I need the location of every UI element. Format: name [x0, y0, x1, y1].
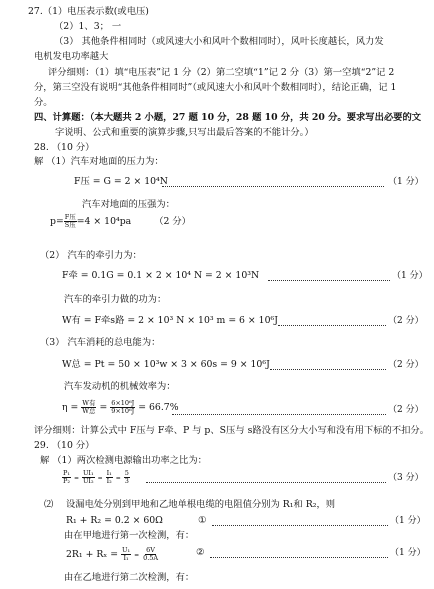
q29-equation-1-score: （1 分） — [390, 516, 426, 526]
ratio-fraction-2-numerator: UI₁ — [82, 469, 94, 477]
ratio-fraction-2-denominator: UI₂ — [82, 477, 94, 485]
equation-2-fraction-1-numerator: U₁ — [122, 546, 131, 554]
pressure-fraction-denominator: S压 — [64, 221, 76, 229]
section-4-heading: 四、计算题：（本大题共 2 小题，27 题 10 分，28 题 10 分，共 20 分。要求写出必要的文 — [34, 112, 422, 123]
ratio-fraction-1-numerator: P₁ — [63, 469, 70, 477]
leader-dots — [268, 280, 390, 281]
q28-part3-intro: （3） 汽车消耗的总电能为： — [40, 337, 161, 348]
pressure-fraction — [64, 214, 77, 229]
equals-sign: = — [115, 475, 121, 482]
ratio-fraction-3 — [106, 470, 113, 485]
q29-equation-2-score: （1 分） — [390, 548, 426, 558]
leader-dots — [146, 482, 386, 483]
leader-dots — [172, 414, 386, 415]
q29-equation-1-tag: ① — [198, 515, 207, 526]
q27-line-2: （2）1、3； 一 — [54, 21, 122, 32]
q27-line-4: 电机发电功率越大 — [34, 51, 109, 62]
q29-part2-setup: 设漏电处分别到甲地和乙地单根电缆的电阻值分别为 R₁和 R₂，则 — [66, 499, 336, 510]
equation-2-fraction-2-denominator: 0.5A — [143, 554, 159, 562]
ratio-fraction-4-denominator: 3 — [124, 477, 129, 485]
q28-pressure-equation — [50, 214, 191, 229]
leader-dots — [278, 325, 386, 326]
leader-dots — [162, 186, 384, 187]
q29-equation-1: R₁ + R₂ = 0.2 × 60Ω — [66, 515, 163, 526]
q27-scoring-line-1: 评分细则：（1）填“电压表”记 1 分（2）第二空填“1”记 2 分（3）第一空填“2”记 2 — [48, 67, 395, 78]
q29-part1-intro: 解 （1）两次检测电源输出功率之比为： — [40, 455, 207, 466]
q29-first-test-label: 由在甲地进行第一次检测，有： — [64, 530, 195, 541]
q29-equation-2 — [66, 547, 159, 562]
equation-2-fraction-2 — [142, 547, 159, 562]
q28-pressure-score: （2 分） — [154, 216, 191, 227]
equals-sign: = — [99, 402, 108, 413]
q28-force-score: （1 分） — [388, 177, 424, 187]
q28-efficiency-label: 汽车发动机的机械效率为： — [64, 381, 176, 392]
q28-energy-equation: W总 = Pt = 50 × 10³w × 3 × 60s = 9 × 10⁶J — [62, 359, 270, 370]
q28-traction-equation: F牵 = 0.1G = 0.1 × 2 × 10⁴ N = 2 × 10³N — [62, 270, 260, 281]
pressure-symbol: p= — [50, 216, 64, 227]
q28-traction-score: （1 分） — [392, 271, 428, 281]
ratio-fraction-4-numerator: 5 — [124, 469, 129, 477]
equals-sign: = — [73, 475, 79, 482]
q29-header: 29. （10 分） — [34, 440, 95, 451]
q29-second-test-label: 由在乙地进行第二次检测，有： — [64, 572, 195, 583]
q28-force-equation: F压 = G = 2 × 10⁴N — [74, 176, 168, 187]
leader-dots — [212, 525, 388, 526]
ratio-fraction-3-numerator: I₁ — [106, 469, 112, 477]
q28-scoring-rule: 评分细则：计算公式中 F压与 F牵、P 与 p、S压与 s路没有区分大小写和没有用下标的不扣分。 — [34, 425, 430, 436]
q27-scoring-line-2: 分，第三空没有说明“其他条件相同时”（或风速大小和风叶个数相同时），结论正确，记 1 — [34, 82, 397, 93]
q28-work-score: （2 分） — [388, 316, 424, 326]
q28-efficiency-score: （2 分） — [388, 405, 424, 415]
equation-2-fraction-1 — [121, 547, 131, 562]
pressure-fraction-numerator: F压 — [64, 213, 76, 221]
q27-scoring-line-3: 分。 — [34, 97, 53, 108]
equals-sign: = — [134, 552, 140, 559]
q28-work-label: 汽车的牵引力做的功为： — [64, 294, 167, 305]
q28-pressure-label: 汽车对地面的压强为： — [82, 199, 175, 210]
ratio-fraction-3-denominator: I₂ — [106, 477, 112, 485]
efficiency-fraction-2-denominator: 9×10⁶J — [111, 407, 135, 415]
q29-ratio-score: （3 分） — [388, 473, 424, 483]
efficiency-fraction-1 — [81, 400, 96, 415]
ratio-fraction-2 — [82, 470, 95, 485]
ratio-fraction-4 — [124, 470, 130, 485]
q29-power-ratio-equation — [62, 470, 130, 485]
equation-2-lhs: 2R₁ + Rₓ = — [66, 549, 119, 560]
q27-line-3: （3） 其他条件相同时（或风速大小和风叶个数相同时），风叶长度越长，风力发 — [54, 36, 384, 47]
q28-efficiency-equation — [62, 400, 179, 415]
q28-energy-score: （2 分） — [388, 360, 424, 370]
efficiency-fraction-1-denominator: W总 — [82, 407, 96, 415]
q28-part1-intro: 解 （1）汽车对地面的压力为： — [34, 156, 164, 167]
equals-sign: = — [97, 475, 103, 482]
ratio-fraction-1-denominator: P₂ — [63, 477, 70, 485]
leader-dots — [210, 557, 388, 558]
q28-part2-intro: （2） 汽车的牵引力为： — [40, 250, 142, 261]
q29-equation-2-tag: ② — [196, 547, 205, 558]
efficiency-symbol: η = — [62, 402, 79, 413]
equation-2-fraction-2-numerator: 6V — [146, 546, 155, 554]
efficiency-fraction-2 — [110, 400, 135, 415]
pressure-result: =4 × 10⁴pa — [76, 216, 132, 227]
q28-work-equation: W有 = F牵s路 = 2 × 10³ N × 10³ m = 6 × 10⁶J — [62, 315, 278, 326]
equation-2-fraction-1-denominator: I₁ — [123, 554, 129, 562]
section-4-instructions: 字说明、公式和重要的演算步骤,只写出最后答案的不能计分。） — [55, 127, 314, 138]
q28-header: 28. （10 分） — [34, 142, 95, 153]
leader-dots — [270, 369, 386, 370]
efficiency-fraction-1-numerator: W有 — [82, 399, 96, 407]
efficiency-result: = 66.7% — [138, 402, 179, 413]
q29-part2-marker: ⑵ — [44, 499, 54, 510]
efficiency-fraction-2-numerator: 6×10⁶J — [111, 399, 135, 407]
ratio-fraction-1 — [62, 470, 71, 485]
q27-line-1: 27.（1）电压表示数(或电压) — [28, 6, 149, 17]
